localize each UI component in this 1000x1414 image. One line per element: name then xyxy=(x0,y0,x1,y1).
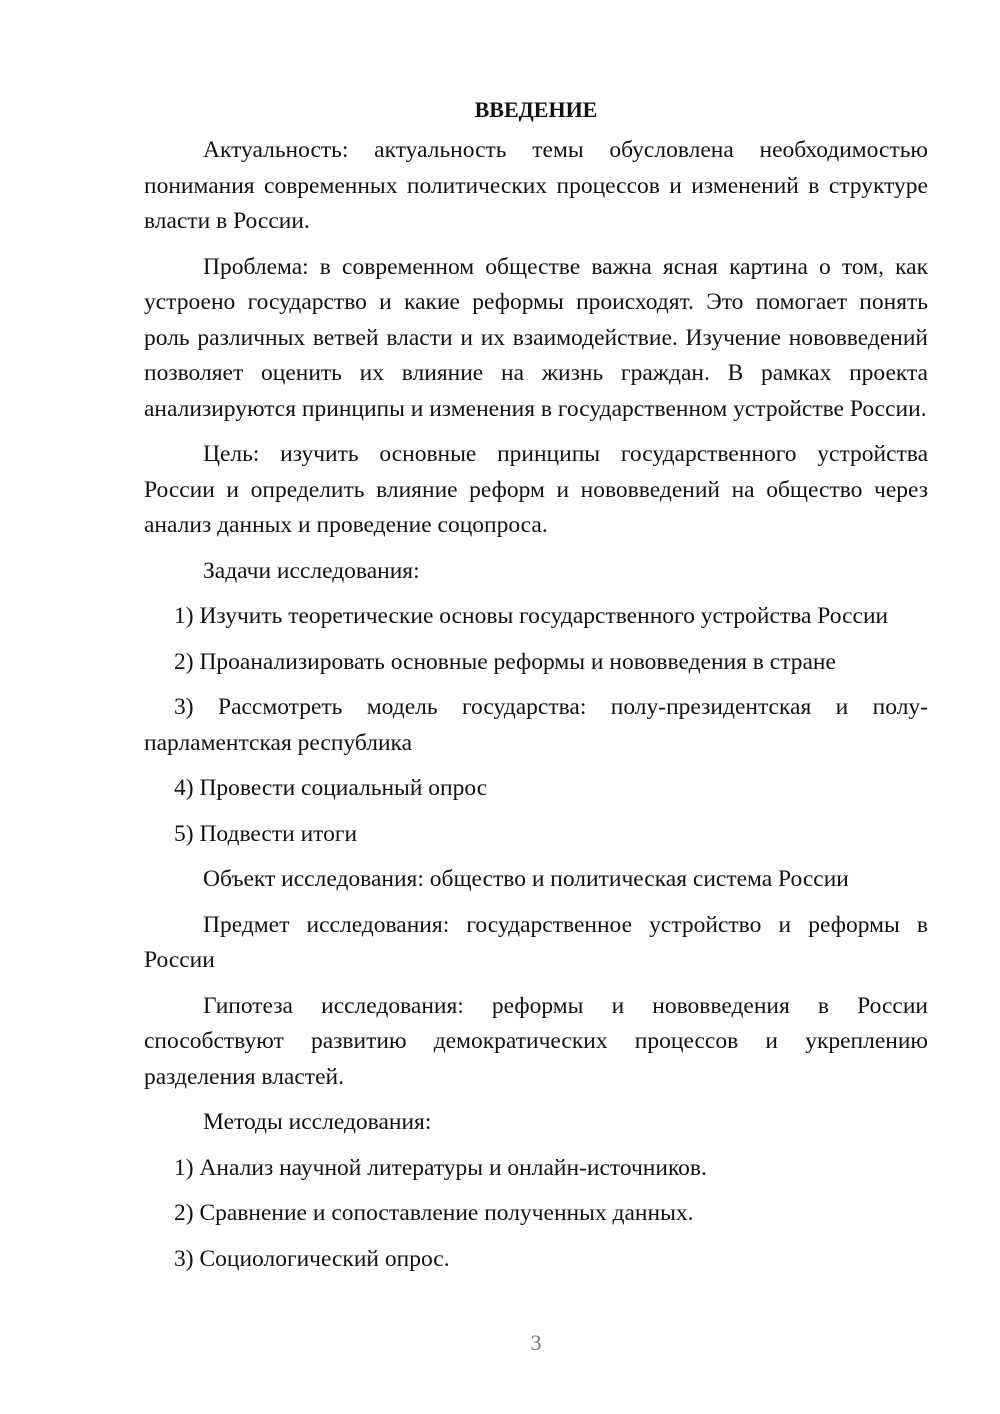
task-item-1: 1) Изучить теоретические основы государственного устройства России xyxy=(174,603,889,629)
tasks-heading: Задачи исследования: xyxy=(203,557,420,584)
method-item-3: 3) Социологический опрос. xyxy=(174,1245,450,1272)
method-item-1: 1) Анализ научной литературы и онлайн-источников. xyxy=(174,1154,707,1181)
page-title: ВВЕДЕНИЕ xyxy=(474,97,598,122)
document-page xyxy=(144,92,928,1287)
relevance-paragraph: Актуальность: актуальность темы обусловлена необходимостью понимания современных политических процессов и изменений в структуре власти в России. xyxy=(144,137,928,234)
goal-paragraph: Цель: изучить основные принципы государственного устройства России и определить влияние реформ и нововведений на общество через анализ данных и проведение соцопроса. xyxy=(144,441,928,538)
task-item-5: 5) Подвести итоги xyxy=(174,820,358,847)
task-item-3: 3) Рассмотреть модель государства: полу-президентская и полу-парламентская республика xyxy=(144,694,928,756)
research-hypothesis: Гипотеза исследования: реформы и нововведения в России способствуют развитию демократических процессов и укреплению разделения властей. xyxy=(144,992,928,1090)
task-item-4: 4) Провести социальный опрос xyxy=(174,775,488,801)
research-object: Объект исследования: общество и политическая система России xyxy=(203,866,849,892)
page-number: 3 xyxy=(530,1330,542,1355)
task-item-2: 2) Проанализировать основные реформы и нововведения в стране xyxy=(174,648,836,675)
methods-heading: Методы исследования: xyxy=(203,1109,432,1135)
research-subject: Предмет исследования: государственное устройство и реформы в России xyxy=(144,911,928,973)
method-item-2: 2) Сравнение и сопоставление полученных данных. xyxy=(174,1200,694,1226)
problem-paragraph: Проблема: в современном обществе важна ясная картина о том, как устроено государство и какие реформы происходят. Это помогает понять роль различных ветвей власти и их взаимодействие. Изучение нововведений позволяет оценить их влияние на жизнь граждан. В рамках проекта анализируются принципы и изменения в государственном устройстве России. xyxy=(144,253,928,422)
